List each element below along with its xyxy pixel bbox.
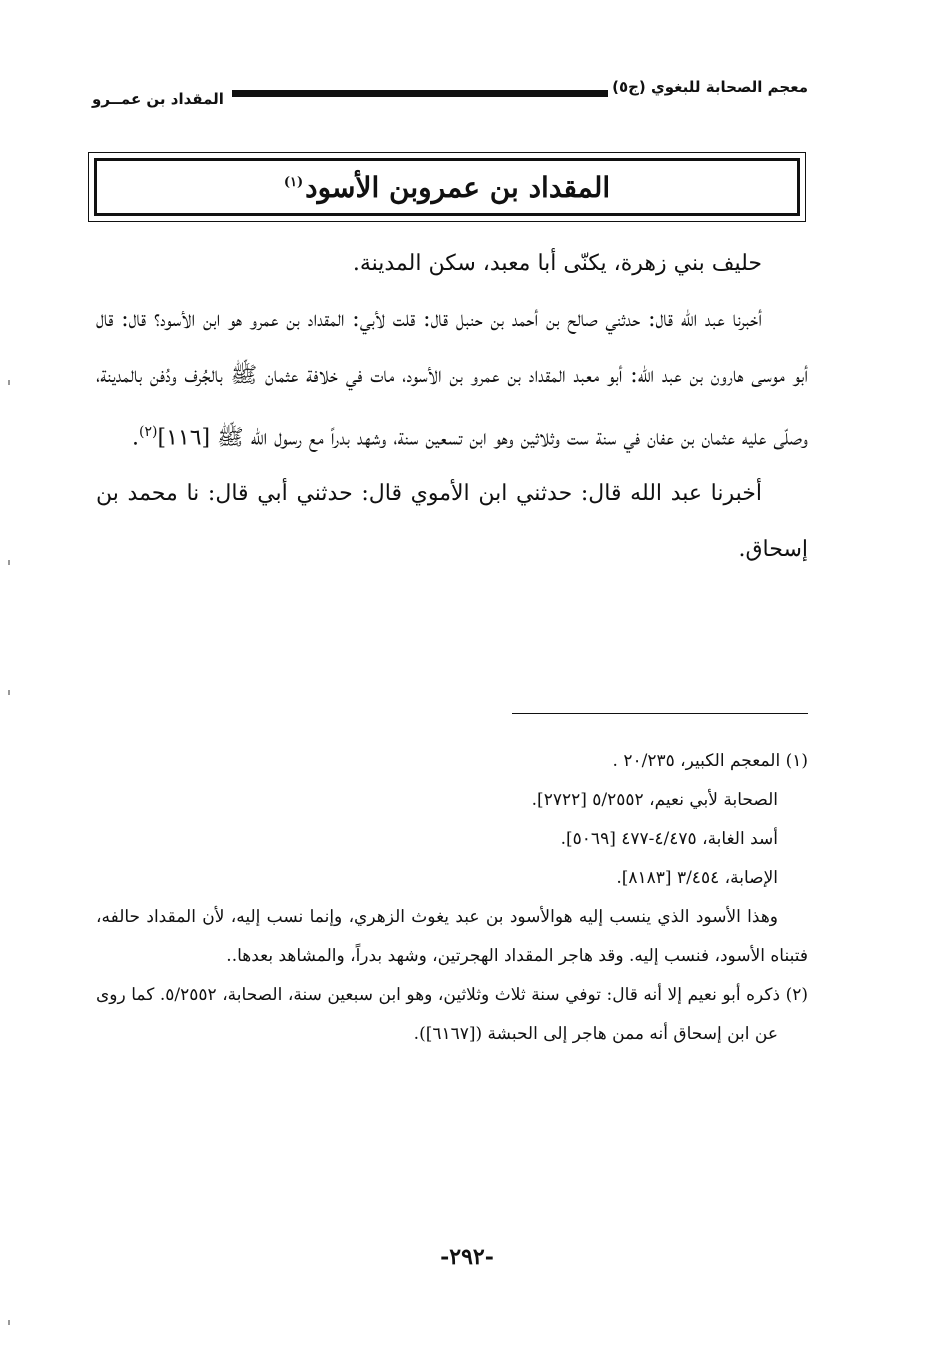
footnote-1-line-2: الصحابة لأبي نعيم، ٥/٢٥٥٢ [٢٧٢٢]. xyxy=(531,790,778,810)
scan-speck xyxy=(8,380,10,385)
book-title: معجم الصحابة للبغوي (ج٥) xyxy=(612,78,808,96)
entry-title-text: المقداد بن عمروبن الأسود xyxy=(305,170,611,204)
paragraph-2-text: أخبرنا عبد الله قال: حدثني صالح بن أحمد بن حنبل قال: قلت لأبي: المقداد بن عمرو هو ابن الأسود؟ قال: قال أبو موسى هارون بن عبد الله: أبو معبد المقداد بن عمرو بن الأسود، مات في خلافة عثمان ﷺ بالجُرف ودُفن بالمدينة، وصلّى عليه عثمان بن عفان في سنة ست وثلاثين وهو ابن تسعين سنة، وشهد بدراً مع رسول الله ﷺ [١١٦] xyxy=(96,307,808,451)
footnote-1-line-3: أسد الغابة، ٤/٤٧٥-٤٧٧ [٥٠٦٩]. xyxy=(560,829,778,849)
entry-title-frame xyxy=(94,158,800,216)
footnote-1-paragraph: وهذا الأسود الذي ينسب إليه هوالأسود بن عبد يغوث الزهري، وإنما نسب إليه، لأن المقداد حالفه، فتبناه الأسود، فنسب إليه. وقد هاجر المقداد الهجرتين، وشهد بدراً، والمشاهد بعدها.. xyxy=(96,907,808,966)
entry-title-box xyxy=(88,152,806,222)
main-text xyxy=(96,236,808,578)
footnote-separator xyxy=(512,713,808,714)
scan-speck xyxy=(8,560,10,565)
paragraph-3: أخبرنا عبد الله قال: حدثني ابن الأموي قال: حدثني أبي قال: نا محمد بن إسحاق. xyxy=(96,481,808,563)
footnote-1-line-1: (١) المعجم الكبير، ٢٠/٢٣٥ . xyxy=(612,751,808,771)
footnotes xyxy=(96,742,808,1054)
entry-name: المقداد بن عمــرو xyxy=(92,90,224,108)
title-footnote-ref: (١) xyxy=(283,175,304,191)
page-number: -٢٩٢- xyxy=(440,1244,494,1270)
footnote-1-line-4: الإصابة، ٣/٤٥٤ [٨١٨٣]. xyxy=(616,868,778,888)
paragraph-1: حليف بني زهرة، يكنّى أبا معبد، سكن المدينة. xyxy=(352,251,762,276)
running-header xyxy=(92,70,808,110)
footnote-ref-2: (٢) xyxy=(139,424,158,440)
paragraph-2: أخبرنا عبد الله قال: حدثني صالح بن أحمد بن حنبل قال: قلت لأبي: المقداد بن عمرو هو ابن الأسود؟ قال: قال أبو موسى هارون بن عبد الله: أبو معبد المقداد بن عمرو بن الأسود، مات في خلافة عثمان ﷺ بالجُرف ودُفن بالمدينة، وصلّى عليه عثمان بن عفان في سنة ست وثلاثين وهو ابن تسعين سنة، وشهد بدراً مع رسول الله ﷺ [١١٦]$^{(٢)}$. xyxy=(96,307,808,451)
footnote-2: (٢) ذكره أبو نعيم إلا أنه قال: توفي سنة ثلاث وثلاثين، وهو ابن سبعين سنة، الصحابة، ٥/٢٥٥٢. كما روى عن ابن إسحاق أنه ممن هاجر إلى الحبشة ([٦١٦٧]). xyxy=(96,985,808,1044)
scan-speck xyxy=(8,690,10,695)
header-rule xyxy=(232,90,608,97)
entry-title xyxy=(284,171,610,204)
scan-speck xyxy=(8,1320,10,1325)
